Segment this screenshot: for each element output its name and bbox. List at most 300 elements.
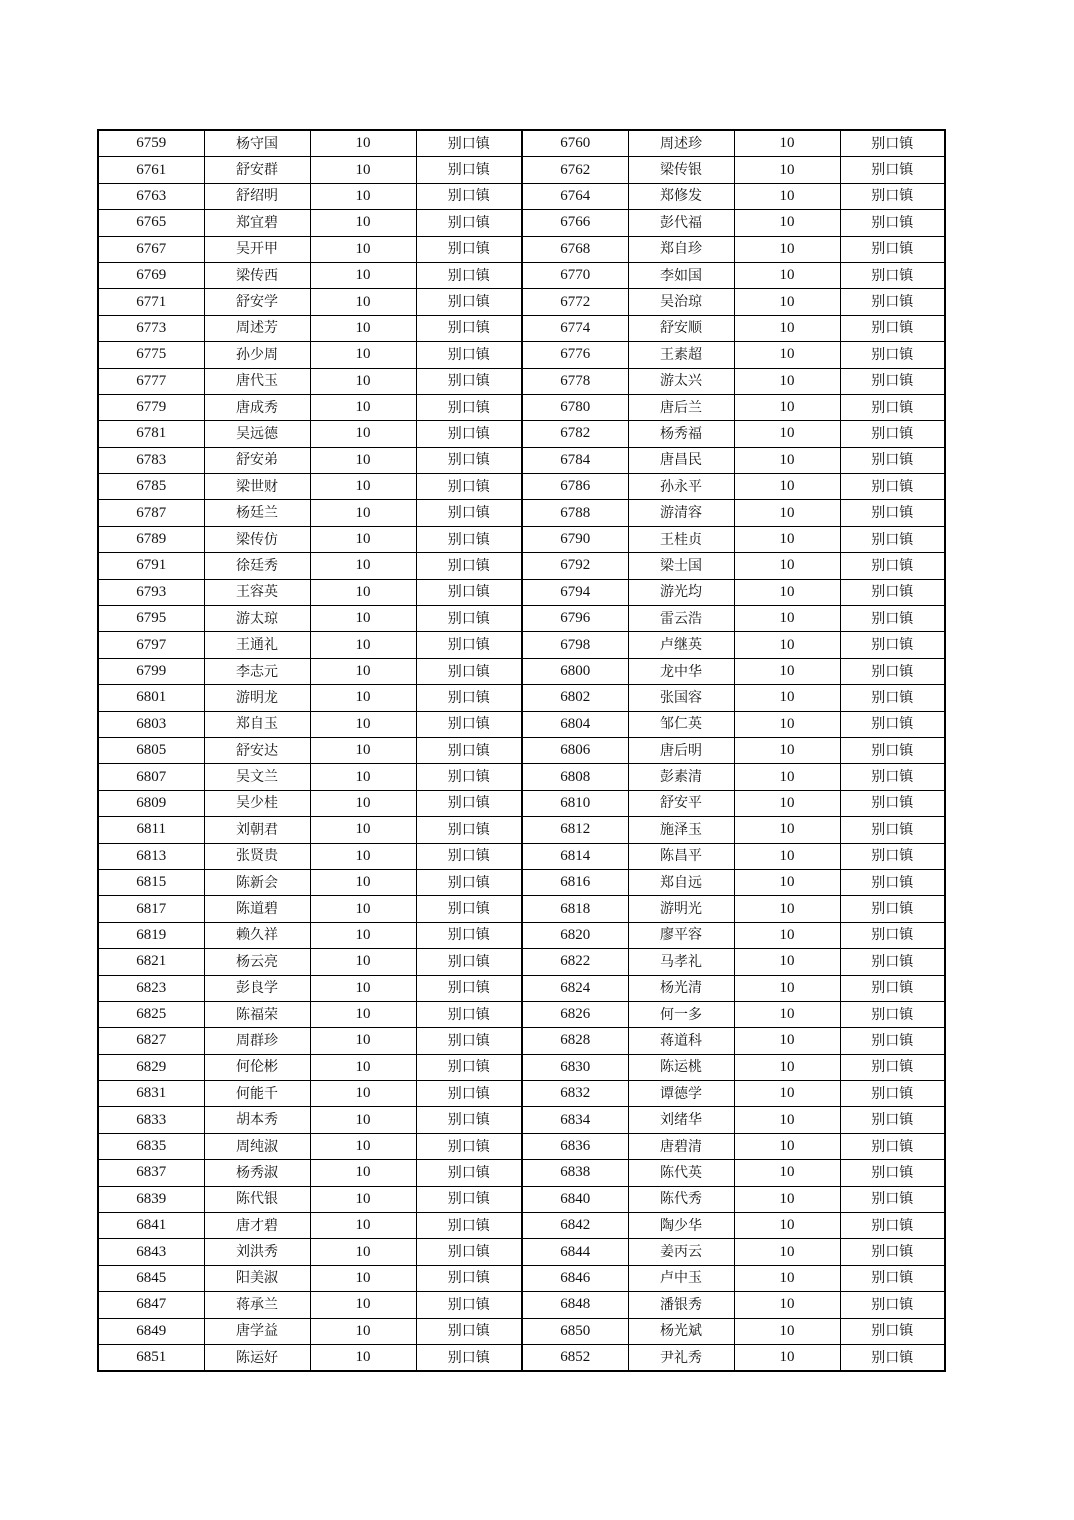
table-row xyxy=(98,130,945,157)
record-number-cell: 6844 xyxy=(522,1239,628,1265)
amount-cell: 10 xyxy=(310,869,416,895)
amount-cell: 10 xyxy=(734,315,840,341)
record-number-cell: 6777 xyxy=(98,368,204,394)
record-number-cell: 6804 xyxy=(522,711,628,737)
town-cell: 别口镇 xyxy=(416,711,522,737)
name-cell: 李志元 xyxy=(204,658,310,684)
record-number-cell: 6827 xyxy=(98,1028,204,1054)
record-number-cell: 6807 xyxy=(98,764,204,790)
town-cell: 别口镇 xyxy=(840,289,945,315)
town-cell: 别口镇 xyxy=(416,1081,522,1107)
table-row xyxy=(98,975,945,1001)
amount-cell: 10 xyxy=(310,1344,416,1371)
town-cell: 别口镇 xyxy=(416,315,522,341)
table-row xyxy=(98,1344,945,1371)
town-cell: 别口镇 xyxy=(416,843,522,869)
record-number-cell: 6849 xyxy=(98,1318,204,1344)
table-row xyxy=(98,843,945,869)
name-cell: 梁传银 xyxy=(628,157,734,183)
amount-cell: 10 xyxy=(310,1001,416,1027)
amount-cell: 10 xyxy=(310,342,416,368)
town-cell: 别口镇 xyxy=(840,1081,945,1107)
amount-cell: 10 xyxy=(734,553,840,579)
town-cell: 别口镇 xyxy=(416,236,522,262)
name-cell: 舒绍明 xyxy=(204,183,310,209)
name-cell: 吴文兰 xyxy=(204,764,310,790)
amount-cell: 10 xyxy=(310,685,416,711)
name-cell: 游太兴 xyxy=(628,368,734,394)
name-cell: 吴开甲 xyxy=(204,236,310,262)
name-cell: 梁传仿 xyxy=(204,526,310,552)
town-cell: 别口镇 xyxy=(416,1054,522,1080)
name-cell: 梁士国 xyxy=(628,553,734,579)
amount-cell: 10 xyxy=(734,157,840,183)
table-row xyxy=(98,553,945,579)
name-cell: 周纯淑 xyxy=(204,1133,310,1159)
town-cell: 别口镇 xyxy=(416,342,522,368)
amount-cell: 10 xyxy=(734,843,840,869)
name-cell: 蒋承兰 xyxy=(204,1292,310,1318)
record-number-cell: 6810 xyxy=(522,790,628,816)
record-number-cell: 6848 xyxy=(522,1292,628,1318)
amount-cell: 10 xyxy=(734,711,840,737)
town-cell: 别口镇 xyxy=(416,737,522,763)
name-cell: 梁世财 xyxy=(204,474,310,500)
table-row xyxy=(98,474,945,500)
name-cell: 谭德学 xyxy=(628,1081,734,1107)
amount-cell: 10 xyxy=(734,1107,840,1133)
amount-cell: 10 xyxy=(734,737,840,763)
record-number-cell: 6846 xyxy=(522,1265,628,1291)
amount-cell: 10 xyxy=(734,1001,840,1027)
record-number-cell: 6812 xyxy=(522,817,628,843)
amount-cell: 10 xyxy=(734,1054,840,1080)
record-number-cell: 6797 xyxy=(98,632,204,658)
roster-table xyxy=(97,129,946,1372)
table-row xyxy=(98,790,945,816)
town-cell: 别口镇 xyxy=(416,1213,522,1239)
record-number-cell: 6780 xyxy=(522,394,628,420)
town-cell: 别口镇 xyxy=(416,632,522,658)
amount-cell: 10 xyxy=(734,1318,840,1344)
name-cell: 孙永平 xyxy=(628,474,734,500)
town-cell: 别口镇 xyxy=(416,1186,522,1212)
record-number-cell: 6801 xyxy=(98,685,204,711)
town-cell: 别口镇 xyxy=(416,1133,522,1159)
name-cell: 杨秀福 xyxy=(628,421,734,447)
record-number-cell: 6843 xyxy=(98,1239,204,1265)
record-number-cell: 6808 xyxy=(522,764,628,790)
amount-cell: 10 xyxy=(310,1028,416,1054)
amount-cell: 10 xyxy=(310,421,416,447)
amount-cell: 10 xyxy=(734,526,840,552)
town-cell: 别口镇 xyxy=(840,658,945,684)
name-cell: 王容英 xyxy=(204,579,310,605)
name-cell: 杨秀淑 xyxy=(204,1160,310,1186)
record-number-cell: 6799 xyxy=(98,658,204,684)
name-cell: 陈运好 xyxy=(204,1344,310,1371)
town-cell: 别口镇 xyxy=(416,869,522,895)
name-cell: 舒安学 xyxy=(204,289,310,315)
town-cell: 别口镇 xyxy=(840,474,945,500)
amount-cell: 10 xyxy=(734,130,840,157)
record-number-cell: 6837 xyxy=(98,1160,204,1186)
amount-cell: 10 xyxy=(734,764,840,790)
record-number-cell: 6836 xyxy=(522,1133,628,1159)
amount-cell: 10 xyxy=(310,1054,416,1080)
record-number-cell: 6778 xyxy=(522,368,628,394)
table-row xyxy=(98,526,945,552)
name-cell: 彭代福 xyxy=(628,210,734,236)
town-cell: 别口镇 xyxy=(416,922,522,948)
record-number-cell: 6793 xyxy=(98,579,204,605)
town-cell: 别口镇 xyxy=(416,975,522,1001)
record-number-cell: 6763 xyxy=(98,183,204,209)
record-number-cell: 6824 xyxy=(522,975,628,1001)
table-row xyxy=(98,1028,945,1054)
town-cell: 别口镇 xyxy=(416,394,522,420)
town-cell: 别口镇 xyxy=(840,711,945,737)
name-cell: 马孝礼 xyxy=(628,949,734,975)
town-cell: 别口镇 xyxy=(840,949,945,975)
town-cell: 别口镇 xyxy=(416,1265,522,1291)
name-cell: 周群珍 xyxy=(204,1028,310,1054)
record-number-cell: 6840 xyxy=(522,1186,628,1212)
name-cell: 孙少周 xyxy=(204,342,310,368)
record-number-cell: 6832 xyxy=(522,1081,628,1107)
amount-cell: 10 xyxy=(734,342,840,368)
table-row xyxy=(98,1133,945,1159)
name-cell: 游太琼 xyxy=(204,606,310,632)
table-row xyxy=(98,236,945,262)
name-cell: 唐后兰 xyxy=(628,394,734,420)
amount-cell: 10 xyxy=(310,1186,416,1212)
town-cell: 别口镇 xyxy=(416,1160,522,1186)
town-cell: 别口镇 xyxy=(416,262,522,288)
amount-cell: 10 xyxy=(310,606,416,632)
town-cell: 别口镇 xyxy=(840,764,945,790)
town-cell: 别口镇 xyxy=(416,526,522,552)
amount-cell: 10 xyxy=(734,922,840,948)
amount-cell: 10 xyxy=(734,632,840,658)
record-number-cell: 6769 xyxy=(98,262,204,288)
record-number-cell: 6839 xyxy=(98,1186,204,1212)
town-cell: 别口镇 xyxy=(416,210,522,236)
name-cell: 杨云亮 xyxy=(204,949,310,975)
name-cell: 郑自远 xyxy=(628,869,734,895)
amount-cell: 10 xyxy=(310,922,416,948)
record-number-cell: 6776 xyxy=(522,342,628,368)
name-cell: 吴治琼 xyxy=(628,289,734,315)
amount-cell: 10 xyxy=(310,289,416,315)
name-cell: 王素超 xyxy=(628,342,734,368)
record-number-cell: 6851 xyxy=(98,1344,204,1371)
name-cell: 龙中华 xyxy=(628,658,734,684)
name-cell: 舒安群 xyxy=(204,157,310,183)
amount-cell: 10 xyxy=(310,896,416,922)
table-row xyxy=(98,183,945,209)
record-number-cell: 6792 xyxy=(522,553,628,579)
table-row xyxy=(98,1318,945,1344)
name-cell: 周述珍 xyxy=(628,130,734,157)
amount-cell: 10 xyxy=(734,262,840,288)
town-cell: 别口镇 xyxy=(416,157,522,183)
record-number-cell: 6779 xyxy=(98,394,204,420)
name-cell: 邹仁英 xyxy=(628,711,734,737)
name-cell: 潘银秀 xyxy=(628,1292,734,1318)
name-cell: 游光均 xyxy=(628,579,734,605)
record-number-cell: 6803 xyxy=(98,711,204,737)
amount-cell: 10 xyxy=(310,975,416,1001)
name-cell: 陈新会 xyxy=(204,869,310,895)
amount-cell: 10 xyxy=(734,1239,840,1265)
amount-cell: 10 xyxy=(734,368,840,394)
amount-cell: 10 xyxy=(310,315,416,341)
amount-cell: 10 xyxy=(310,1239,416,1265)
name-cell: 唐碧清 xyxy=(628,1133,734,1159)
town-cell: 别口镇 xyxy=(840,1213,945,1239)
name-cell: 杨守国 xyxy=(204,130,310,157)
name-cell: 游明龙 xyxy=(204,685,310,711)
amount-cell: 10 xyxy=(310,553,416,579)
amount-cell: 10 xyxy=(734,1160,840,1186)
record-number-cell: 6850 xyxy=(522,1318,628,1344)
table-row xyxy=(98,210,945,236)
amount-cell: 10 xyxy=(310,711,416,737)
name-cell: 舒安弟 xyxy=(204,447,310,473)
record-number-cell: 6817 xyxy=(98,896,204,922)
record-number-cell: 6816 xyxy=(522,869,628,895)
table-row xyxy=(98,949,945,975)
record-number-cell: 6770 xyxy=(522,262,628,288)
name-cell: 杨光清 xyxy=(628,975,734,1001)
town-cell: 别口镇 xyxy=(840,315,945,341)
record-number-cell: 6761 xyxy=(98,157,204,183)
amount-cell: 10 xyxy=(734,1213,840,1239)
name-cell: 唐代玉 xyxy=(204,368,310,394)
town-cell: 别口镇 xyxy=(840,843,945,869)
table-row xyxy=(98,685,945,711)
town-cell: 别口镇 xyxy=(840,447,945,473)
name-cell: 郑修发 xyxy=(628,183,734,209)
roster-body xyxy=(98,130,945,1371)
record-number-cell: 6791 xyxy=(98,553,204,579)
amount-cell: 10 xyxy=(310,183,416,209)
amount-cell: 10 xyxy=(310,1081,416,1107)
record-number-cell: 6809 xyxy=(98,790,204,816)
record-number-cell: 6773 xyxy=(98,315,204,341)
town-cell: 别口镇 xyxy=(416,817,522,843)
record-number-cell: 6796 xyxy=(522,606,628,632)
amount-cell: 10 xyxy=(734,447,840,473)
record-number-cell: 6786 xyxy=(522,474,628,500)
record-number-cell: 6771 xyxy=(98,289,204,315)
amount-cell: 10 xyxy=(734,1028,840,1054)
name-cell: 姜丙云 xyxy=(628,1239,734,1265)
amount-cell: 10 xyxy=(310,368,416,394)
table-row xyxy=(98,1292,945,1318)
town-cell: 别口镇 xyxy=(840,579,945,605)
table-row xyxy=(98,1186,945,1212)
town-cell: 别口镇 xyxy=(840,1318,945,1344)
record-number-cell: 6775 xyxy=(98,342,204,368)
record-number-cell: 6784 xyxy=(522,447,628,473)
table-row xyxy=(98,421,945,447)
town-cell: 别口镇 xyxy=(416,421,522,447)
name-cell: 唐学益 xyxy=(204,1318,310,1344)
amount-cell: 10 xyxy=(310,737,416,763)
name-cell: 杨光斌 xyxy=(628,1318,734,1344)
town-cell: 别口镇 xyxy=(840,210,945,236)
town-cell: 别口镇 xyxy=(840,1186,945,1212)
name-cell: 彭良学 xyxy=(204,975,310,1001)
amount-cell: 10 xyxy=(310,579,416,605)
table-row xyxy=(98,658,945,684)
amount-cell: 10 xyxy=(734,1344,840,1371)
record-number-cell: 6766 xyxy=(522,210,628,236)
table-row xyxy=(98,447,945,473)
name-cell: 王通礼 xyxy=(204,632,310,658)
table-row xyxy=(98,289,945,315)
town-cell: 别口镇 xyxy=(840,500,945,526)
name-cell: 郑宜碧 xyxy=(204,210,310,236)
amount-cell: 10 xyxy=(734,210,840,236)
record-number-cell: 6764 xyxy=(522,183,628,209)
name-cell: 卢中玉 xyxy=(628,1265,734,1291)
amount-cell: 10 xyxy=(734,685,840,711)
table-row xyxy=(98,869,945,895)
record-number-cell: 6782 xyxy=(522,421,628,447)
amount-cell: 10 xyxy=(310,447,416,473)
amount-cell: 10 xyxy=(310,210,416,236)
amount-cell: 10 xyxy=(734,500,840,526)
table-row xyxy=(98,1265,945,1291)
town-cell: 别口镇 xyxy=(416,500,522,526)
record-number-cell: 6772 xyxy=(522,289,628,315)
town-cell: 别口镇 xyxy=(840,183,945,209)
town-cell: 别口镇 xyxy=(840,236,945,262)
town-cell: 别口镇 xyxy=(840,869,945,895)
amount-cell: 10 xyxy=(310,817,416,843)
name-cell: 梁传西 xyxy=(204,262,310,288)
town-cell: 别口镇 xyxy=(416,764,522,790)
record-number-cell: 6811 xyxy=(98,817,204,843)
amount-cell: 10 xyxy=(310,949,416,975)
name-cell: 陶少华 xyxy=(628,1213,734,1239)
record-number-cell: 6833 xyxy=(98,1107,204,1133)
record-number-cell: 6768 xyxy=(522,236,628,262)
amount-cell: 10 xyxy=(734,421,840,447)
amount-cell: 10 xyxy=(310,764,416,790)
name-cell: 陈昌平 xyxy=(628,843,734,869)
record-number-cell: 6820 xyxy=(522,922,628,948)
record-number-cell: 6790 xyxy=(522,526,628,552)
table-row xyxy=(98,632,945,658)
amount-cell: 10 xyxy=(734,975,840,1001)
table-row xyxy=(98,817,945,843)
record-number-cell: 6806 xyxy=(522,737,628,763)
amount-cell: 10 xyxy=(310,1133,416,1159)
amount-cell: 10 xyxy=(734,949,840,975)
table-row xyxy=(98,764,945,790)
table-row xyxy=(98,1239,945,1265)
record-number-cell: 6847 xyxy=(98,1292,204,1318)
name-cell: 周述芳 xyxy=(204,315,310,341)
name-cell: 何伦彬 xyxy=(204,1054,310,1080)
name-cell: 唐成秀 xyxy=(204,394,310,420)
record-number-cell: 6841 xyxy=(98,1213,204,1239)
name-cell: 胡本秀 xyxy=(204,1107,310,1133)
amount-cell: 10 xyxy=(310,632,416,658)
record-number-cell: 6802 xyxy=(522,685,628,711)
table-row xyxy=(98,315,945,341)
table-row xyxy=(98,922,945,948)
record-number-cell: 6814 xyxy=(522,843,628,869)
amount-cell: 10 xyxy=(310,130,416,157)
record-number-cell: 6821 xyxy=(98,949,204,975)
record-number-cell: 6788 xyxy=(522,500,628,526)
amount-cell: 10 xyxy=(310,157,416,183)
record-number-cell: 6767 xyxy=(98,236,204,262)
town-cell: 别口镇 xyxy=(840,130,945,157)
name-cell: 陈代英 xyxy=(628,1160,734,1186)
record-number-cell: 6805 xyxy=(98,737,204,763)
amount-cell: 10 xyxy=(310,1265,416,1291)
name-cell: 彭素清 xyxy=(628,764,734,790)
table-row xyxy=(98,1001,945,1027)
town-cell: 别口镇 xyxy=(416,658,522,684)
town-cell: 别口镇 xyxy=(840,1265,945,1291)
town-cell: 别口镇 xyxy=(416,1107,522,1133)
town-cell: 别口镇 xyxy=(840,1133,945,1159)
record-number-cell: 6762 xyxy=(522,157,628,183)
name-cell: 何一多 xyxy=(628,1001,734,1027)
town-cell: 别口镇 xyxy=(840,975,945,1001)
name-cell: 吴远德 xyxy=(204,421,310,447)
record-number-cell: 6829 xyxy=(98,1054,204,1080)
town-cell: 别口镇 xyxy=(416,790,522,816)
town-cell: 别口镇 xyxy=(840,1107,945,1133)
town-cell: 别口镇 xyxy=(840,817,945,843)
town-cell: 别口镇 xyxy=(840,1344,945,1371)
town-cell: 别口镇 xyxy=(416,896,522,922)
name-cell: 张贤贵 xyxy=(204,843,310,869)
town-cell: 别口镇 xyxy=(416,368,522,394)
town-cell: 别口镇 xyxy=(840,922,945,948)
record-number-cell: 6842 xyxy=(522,1213,628,1239)
name-cell: 舒安顺 xyxy=(628,315,734,341)
name-cell: 唐才碧 xyxy=(204,1213,310,1239)
record-number-cell: 6760 xyxy=(522,130,628,157)
town-cell: 别口镇 xyxy=(416,1292,522,1318)
amount-cell: 10 xyxy=(310,658,416,684)
record-number-cell: 6838 xyxy=(522,1160,628,1186)
name-cell: 张国容 xyxy=(628,685,734,711)
name-cell: 陈道碧 xyxy=(204,896,310,922)
table-row xyxy=(98,262,945,288)
town-cell: 别口镇 xyxy=(416,949,522,975)
table-row xyxy=(98,1081,945,1107)
name-cell: 舒安达 xyxy=(204,737,310,763)
town-cell: 别口镇 xyxy=(416,447,522,473)
name-cell: 李如国 xyxy=(628,262,734,288)
table-row xyxy=(98,711,945,737)
town-cell: 别口镇 xyxy=(416,579,522,605)
town-cell: 别口镇 xyxy=(416,1318,522,1344)
town-cell: 别口镇 xyxy=(840,526,945,552)
amount-cell: 10 xyxy=(734,896,840,922)
amount-cell: 10 xyxy=(310,394,416,420)
